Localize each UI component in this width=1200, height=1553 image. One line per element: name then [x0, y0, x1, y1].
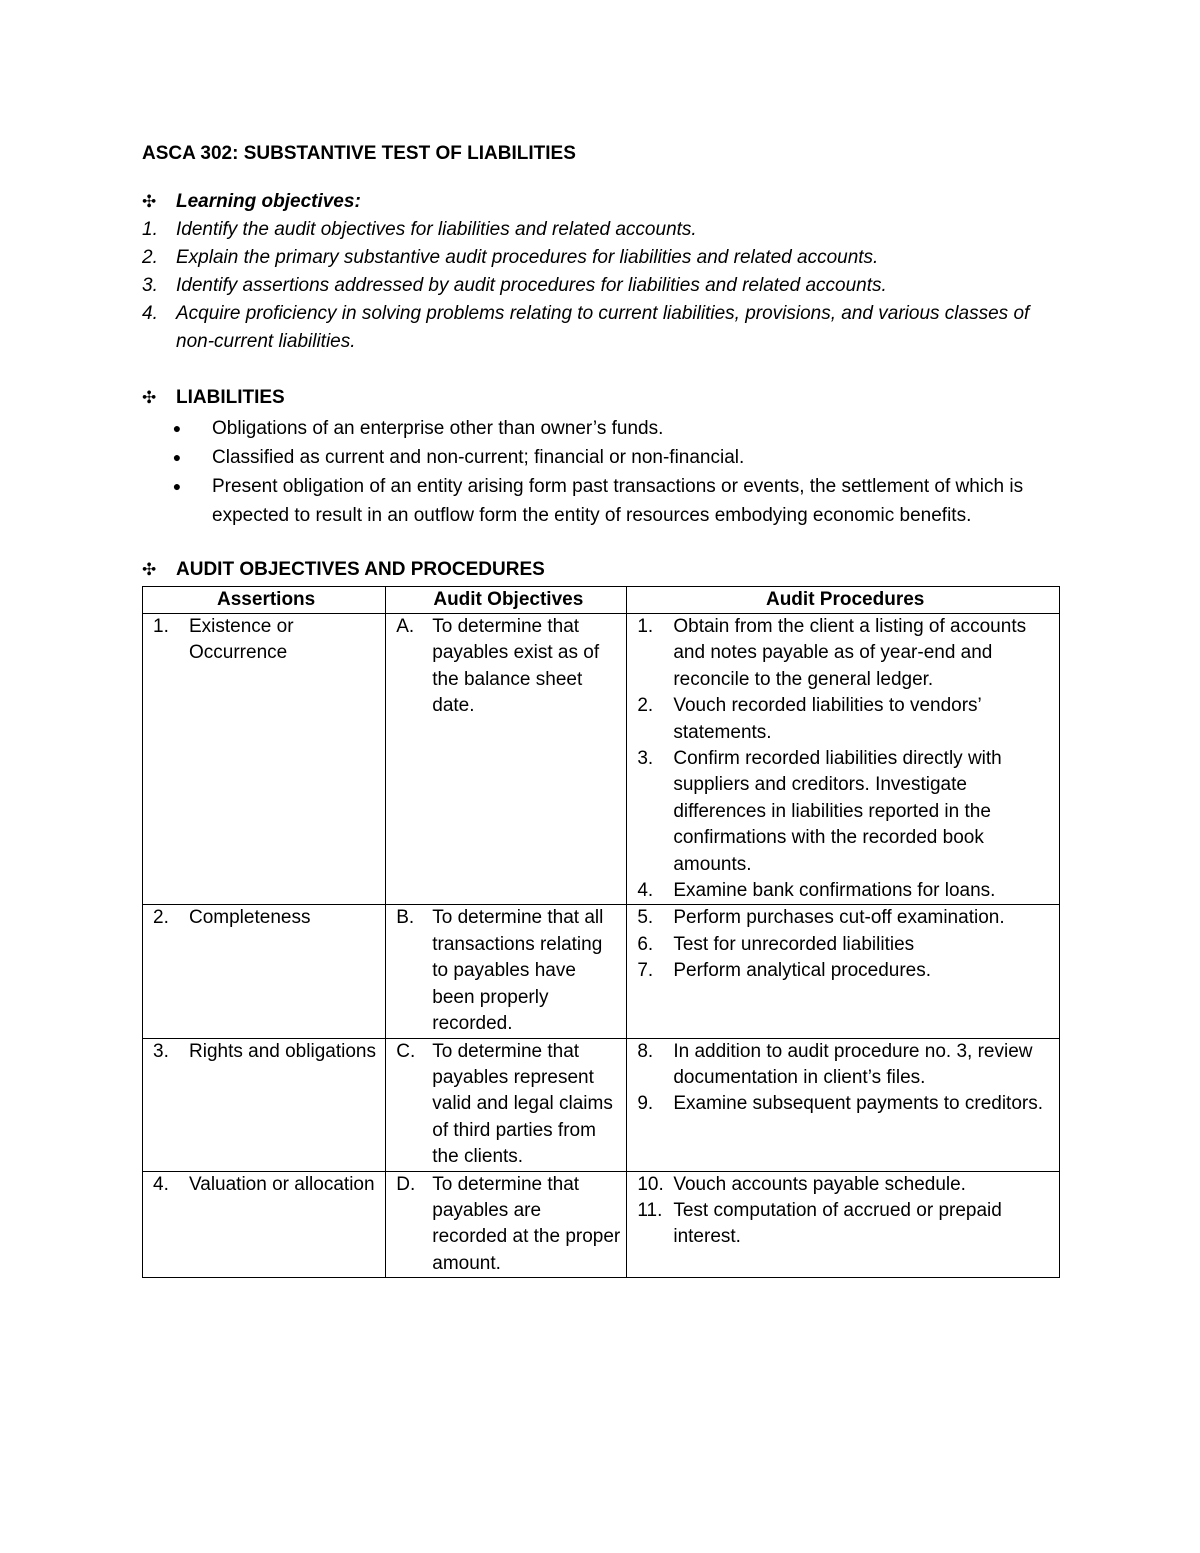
- objective-text: To determine that all transactions relating to payables have been properly recorded.: [432, 907, 604, 1035]
- bullet-dot-icon: ●: [172, 478, 182, 494]
- procedure-number: 11.: [637, 1199, 663, 1221]
- liabilities-bullet-list: [142, 414, 1060, 530]
- assertion-text: Completeness: [189, 907, 311, 929]
- four-diamond-bullet-icon: ✣: [142, 388, 157, 407]
- procedure-number: 7.: [637, 960, 654, 982]
- table-row: [143, 614, 1060, 905]
- audit-table: [142, 586, 1060, 1278]
- objective-text: To determine that payables represent valid and legal claims of third parties from the clients.: [432, 1040, 613, 1168]
- assertion-number: 2.: [153, 907, 169, 929]
- procedure-text: Vouch accounts payable schedule.: [673, 1173, 966, 1195]
- list-item: [142, 300, 1060, 356]
- procedure-text: Obtain from the client a listing of accounts and notes payable as of year-end and reconcile to the general ledger.: [673, 616, 1027, 690]
- spacer: [142, 356, 1060, 384]
- procedure-number: 10.: [637, 1173, 664, 1195]
- spacer: [142, 530, 1060, 556]
- assertion-cell: [143, 614, 386, 905]
- liabilities-label: LIABILITIES: [176, 387, 285, 408]
- liabilities-heading: [142, 384, 1060, 412]
- procedure-text: Perform analytical procedures.: [673, 960, 932, 982]
- list-item-number: 3.: [142, 275, 158, 296]
- procedure-number: 3.: [637, 748, 654, 770]
- list-item: [142, 443, 1060, 472]
- audit-label: AUDIT OBJECTIVES AND PROCEDURES: [176, 559, 545, 580]
- list-item-text: Obligations of an enterprise other than owner’s funds.: [212, 418, 664, 439]
- assertion-text: Valuation or allocation: [189, 1173, 375, 1195]
- procedures-cell: [627, 614, 1060, 905]
- objective-letter: B.: [396, 907, 415, 929]
- procedure-number: 2.: [637, 695, 654, 717]
- column-header-audit-procedures: Audit Procedures: [627, 587, 1060, 614]
- procedures-cell: [627, 1171, 1060, 1278]
- objective-text: To determine that payables exist as of the balance sheet date.: [432, 616, 600, 717]
- assertion-cell: [143, 905, 386, 1038]
- procedure-text: Vouch recorded liabilities to vendors’ statements.: [673, 695, 982, 743]
- procedures-cell: [627, 905, 1060, 1038]
- list-item: [142, 272, 1060, 300]
- objective-cell: [386, 905, 627, 1038]
- list-item-text: Identify the audit objectives for liabilities and related accounts.: [176, 219, 697, 240]
- learning-objectives-list: [142, 216, 1060, 356]
- list-item-text: Classified as current and non-current; financial or non-financial.: [212, 447, 745, 468]
- procedure-number: 9.: [637, 1093, 654, 1115]
- list-item: [142, 472, 1060, 530]
- objective-cell: [386, 614, 627, 905]
- procedure-text: Perform purchases cut-off examination.: [673, 907, 1005, 929]
- assertion-number: 1.: [153, 616, 169, 637]
- objective-cell: [386, 1038, 627, 1171]
- list-item-number: 2.: [142, 247, 158, 268]
- table-header-row: [143, 587, 1060, 614]
- list-item-text: Acquire proficiency in solving problems relating to current liabilities, provisions, and various classes of non-current liabilities.: [176, 303, 1030, 352]
- procedure-number: 4.: [637, 880, 654, 902]
- assertion-cell: [143, 1038, 386, 1171]
- objective-letter: C.: [396, 1040, 416, 1062]
- table-row: [143, 905, 1060, 1038]
- learning-objectives-heading: [142, 188, 1060, 216]
- procedure-number: 6.: [637, 933, 654, 955]
- procedures-cell: [627, 1038, 1060, 1171]
- procedure-number: 1.: [637, 616, 654, 637]
- assertion-text: Rights and obligations: [189, 1040, 376, 1062]
- procedure-text: In addition to audit procedure no. 3, review documentation in client’s files.: [673, 1040, 1033, 1088]
- list-item-number: 4.: [142, 303, 158, 324]
- table-row: [143, 1038, 1060, 1171]
- procedure-text: Examine bank confirmations for loans.: [673, 880, 996, 902]
- document-page: [142, 140, 1060, 1278]
- column-header-assertions: Assertions: [143, 587, 386, 614]
- procedure-number: 5.: [637, 907, 654, 929]
- column-header-audit-objectives: Audit Objectives: [386, 587, 627, 614]
- bullet-dot-icon: ●: [172, 420, 182, 436]
- list-item-number: 1.: [142, 219, 158, 240]
- procedure-text: Confirm recorded liabilities directly with suppliers and creditors. Investigate differences in liabilities reported in the confirmations with the recorded book amounts.: [673, 748, 1002, 875]
- assertion-number: 3.: [153, 1040, 169, 1062]
- assertion-number: 4.: [153, 1173, 169, 1195]
- list-item-text: Present obligation of an entity arising form past transactions or events, the settlement of which is expected to result in an outflow form the entity of resources embodying economic benefits.: [212, 476, 1024, 526]
- objective-letter: A.: [396, 616, 415, 637]
- list-item: [142, 414, 1060, 443]
- learning-objectives-label: Learning objectives:: [176, 191, 361, 212]
- procedure-text: Test computation of accrued or prepaid interest.: [673, 1199, 1002, 1248]
- four-diamond-bullet-icon: ✣: [142, 560, 157, 579]
- procedure-number: 8.: [637, 1040, 654, 1062]
- list-item-text: Explain the primary substantive audit procedures for liabilities and related accounts.: [176, 247, 879, 268]
- list-item: [142, 244, 1060, 272]
- bullet-dot-icon: ●: [172, 449, 182, 465]
- assertion-text: Existence or Occurrence: [189, 616, 294, 664]
- table-row: [143, 1171, 1060, 1278]
- procedure-text: Examine subsequent payments to creditors.: [673, 1093, 1043, 1115]
- objective-text: To determine that payables are recorded at the proper amount.: [432, 1173, 621, 1274]
- list-item: [142, 216, 1060, 244]
- list-item-text: Identify assertions addressed by audit procedures for liabilities and related accounts.: [176, 275, 887, 296]
- four-diamond-bullet-icon: ✣: [142, 192, 157, 211]
- document-title: ASCA 302: SUBSTANTIVE TEST OF LIABILITIES: [142, 143, 576, 164]
- assertion-cell: [143, 1171, 386, 1278]
- objective-cell: [386, 1171, 627, 1278]
- objective-letter: D.: [396, 1173, 416, 1195]
- audit-heading: [142, 556, 1060, 584]
- procedure-text: Test for unrecorded liabilities: [673, 933, 915, 955]
